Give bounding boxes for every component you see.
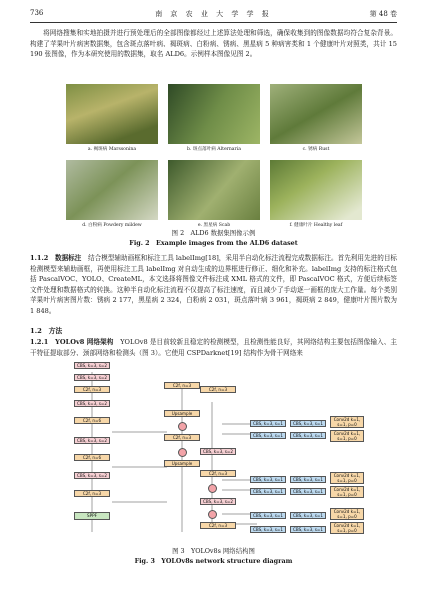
head-conv2d: Conv2d k=1, s=1, p=0 (330, 508, 364, 520)
concat-node (178, 422, 187, 431)
backbone-layer: CBS, k=3, s=2 (74, 472, 110, 479)
neck-layer: CBS, k=3, s=2 (200, 498, 236, 505)
head-cbs: CBS, k=3, s=1 (290, 512, 326, 519)
image-scab (168, 160, 260, 220)
upsample-block: Upsample (164, 410, 200, 417)
backbone-layer: C2f, n=6 (74, 417, 110, 424)
section-1-1-2 (30, 253, 397, 317)
head-conv2d: Conv2d k=1, s=1, p=0 (330, 430, 364, 442)
image-rust (270, 84, 362, 144)
head-cbs: CBS, k=3, s=1 (290, 488, 326, 495)
figure-3-diagram (72, 362, 365, 542)
volume-label: 第 48 卷 (369, 10, 397, 18)
head-cbs: CBS, k=3, s=1 (250, 512, 286, 519)
head-cbs: CBS, k=3, s=1 (290, 432, 326, 439)
intro-text: 将网络搜集和实地拍摄并进行预处理后的全部图像都经过上述算法处理和筛选，确保收集到的图像数据均符合复杂背景。构建了苹果叶片病害数据集，包含斑点落叶病、褐斑病、白粉病、锈病、黑星病 5 种病害类和 1 个健康叶片对照类，共计 15 190 张图像，作为本研究使用的数据集，取名 ALD6。示例样本图像见图 2。 (30, 29, 397, 59)
backbone-layer: C2f, n=3 (74, 490, 110, 497)
caption-d: d. 白粉病 Powdery mildew (82, 223, 142, 228)
backbone-layer: CBS, k=3, s=2 (74, 374, 110, 381)
head-conv2d: Conv2d k=1, s=1, p=0 (330, 486, 364, 498)
neck-layer: C2f, n=3 (200, 522, 236, 529)
header-rule (30, 22, 397, 23)
head-cbs: CBS, k=3, s=1 (250, 526, 286, 533)
neck-layer: C2f, n=3 (164, 434, 200, 441)
neck-layer: CBS, k=3, s=2 (200, 448, 236, 455)
caption-b: b. 斑点落叶病 Alternaria (187, 147, 241, 152)
concat-node (208, 510, 217, 519)
caption-e: e. 黑星病 Scab (197, 223, 231, 228)
backbone-layer: CBS, k=3, s=2 (74, 362, 110, 369)
head-cbs: CBS, k=3, s=1 (250, 476, 286, 483)
image-marssonina (66, 84, 158, 144)
head-cbs: CBS, k=3, s=1 (290, 476, 326, 483)
image-alternaria (168, 84, 260, 144)
head-conv2d: Conv2d k=1, s=1, p=0 (330, 472, 364, 484)
backbone-layer: CBS, k=3, s=2 (74, 437, 110, 444)
journal-title: 南 京 农 业 大 学 学 报 (155, 10, 272, 18)
head-cbs: CBS, k=3, s=1 (290, 526, 326, 533)
figure-2-title-en: Fig. 2 Example images from the ALD6 dataset (129, 239, 298, 247)
section-1-2-1 (30, 337, 397, 358)
figure-2-title-cn: 图 2 ALD6 数据集图像示例 (171, 229, 256, 237)
head-cbs: CBS, k=3, s=1 (250, 420, 286, 427)
image-powdery-mildew (66, 160, 158, 220)
backbone-layer: C2f, n=6 (74, 454, 110, 461)
section-1-2-1-heading: 1.2.1 YOLOv8 网络架构 (30, 338, 114, 346)
section-1-1-2-heading: 1.1.2 数据标注 (30, 254, 82, 262)
backbone-layer: CBS, k=3, s=2 (74, 400, 110, 407)
head-cbs: CBS, k=3, s=1 (290, 420, 326, 427)
neck-layer: C2f, n=3 (200, 386, 236, 393)
image-healthy-leaf (270, 160, 362, 220)
figure-3-title-cn: 图 3 YOLOv8s 网络结构图 (172, 547, 255, 555)
intro-paragraph (30, 28, 397, 60)
upsample-block: Upsample (164, 460, 200, 467)
head-cbs: CBS, k=3, s=1 (250, 488, 286, 495)
page-number: 736 (30, 9, 44, 17)
head-cbs: CBS, k=3, s=1 (250, 432, 286, 439)
caption-c: c. 锈病 Rust (302, 147, 330, 152)
head-conv2d: Conv2d k=1, s=1, p=0 (330, 522, 364, 534)
neck-layer: C2f, n=3 (164, 382, 200, 389)
running-header (30, 9, 397, 21)
figure-3-title-en: Fig. 3 YOLOv8s network structure diagram (134, 557, 293, 565)
head-conv2d: Conv2d k=1, s=1, p=0 (330, 416, 364, 428)
caption-f: f. 健康叶片 Healthy leaf (289, 223, 343, 228)
caption-a: a. 褐斑病 Marssonina (87, 147, 137, 152)
section-1-2-1-text: YOLOv8 是目前较新且稳定的检测模型，且检测性能良好，其网络结构主要包括图像输入、主干特征提取部分、颈部网络和检测头（图 3）。它使用 CSPDarknet[19] 结构作为骨干网络来 (30, 338, 398, 357)
sppf-block: SPPF (74, 512, 110, 520)
neck-layer: C2f, n=3 (200, 470, 236, 477)
concat-node (178, 448, 187, 457)
section-1-2-heading: 1.2 方法 (30, 327, 63, 335)
figure-2-grid (66, 84, 362, 244)
concat-node (208, 484, 217, 493)
backbone-layer: C2f, n=3 (74, 386, 110, 393)
section-1-1-2-text: 结合模型辅助画框和标注工具 labelImg[18]，采用半自动化标注流程完成数据标注。首先利用先进的目标检测模型来辅助画框，再使用标注工具 labelImg 对自动生成的边界框进行修正、细化和补充。labelImg 支持的标注格式包括 PascalVOC、YOLO、CreateML，本文选择将图像文件标注成 XML 格式的文件，即 PascalVOC 格式，方便后续标签文件处理和数据格式的转换。这种半自动化标注流程不仅提高了标注速度，而且减少了手动逐一画框的庞大工作量。每个类别苹果叶片病害图片数：锈病 2 177，黑星病 2 324，白粉病 2 031，斑点落叶病 3 961，褐斑病 2 849，健康叶片图片数为 1 848。 (30, 254, 398, 315)
